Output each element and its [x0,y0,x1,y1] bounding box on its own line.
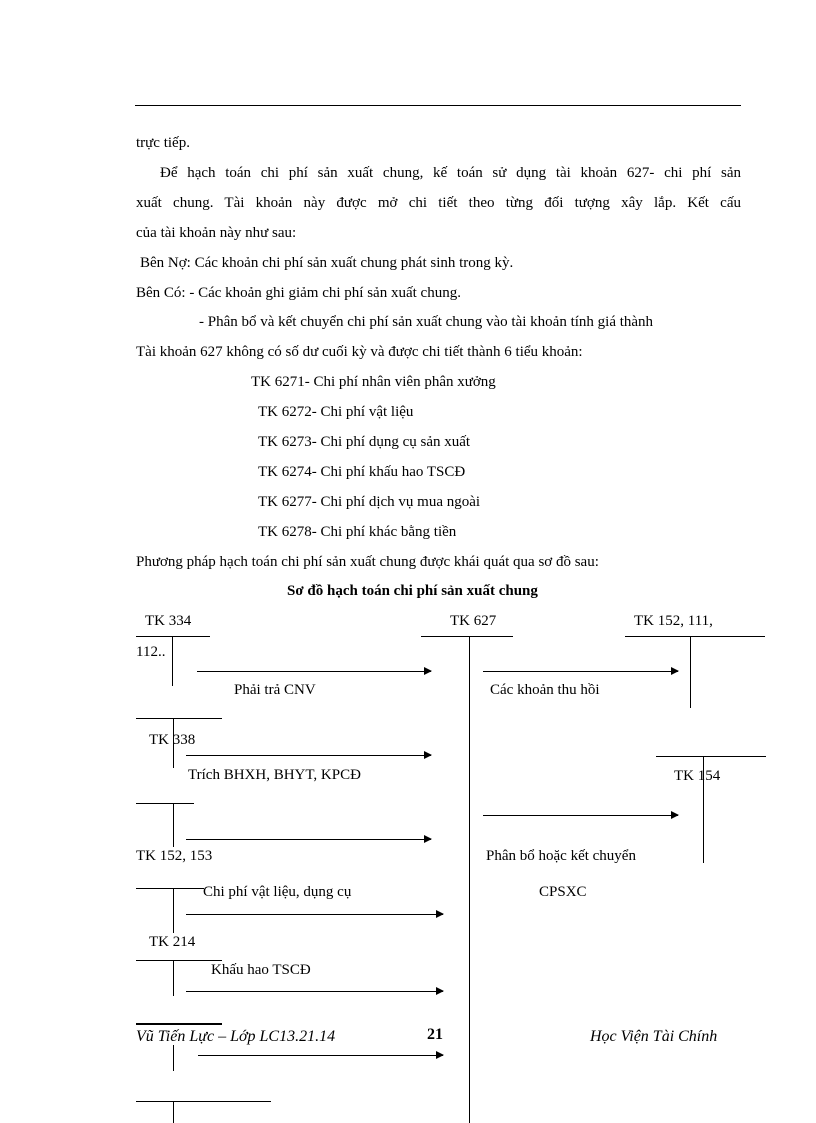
account-top-line [625,636,765,637]
page-number: 21 [427,1026,443,1043]
label-chi-phi-vat-lieu: Chi phí vật liệu, dụng cụ [203,884,352,900]
label-cpsxc: CPSXC [539,884,587,900]
subaccount-item: TK 6277- Chi phí dịch vụ mua ngoài [258,494,481,510]
ben-no-line: Bên Nợ: Các khoản chi phí sản xuất chung phát sinh trong kỳ. [140,255,514,271]
account-top-line [136,803,194,804]
footer-author: Vũ Tiến Lực – Lớp LC13.21.14 [136,1028,336,1045]
arrow-tk334-to-tk627 [197,671,431,672]
account-label-tk338: TK 338 [149,732,196,748]
subaccount-item: TK 6274- Chi phí khấu hao TSCĐ [258,464,466,480]
diagram-title: Sơ đồ hạch toán chi phí sản xuất chung [287,583,538,599]
footer-rule [136,1023,222,1025]
arrow-tk214-to-tk627 [186,991,443,992]
account-stem [172,636,173,686]
account-label-tk152-111: TK 152, 111, [634,613,713,629]
subaccount-item: TK 6273- Chi phí dụng cụ sản xuất [258,434,471,450]
ben-co-line: Bên Có: - Các khoản ghi giảm chi phí sản xuất chung. [136,285,461,301]
account-top-line [136,636,210,637]
arrow-vat-lieu-to-tk627 [186,914,443,915]
account-label-tk154: TK 154 [674,768,721,784]
paragraph-continuation: trực tiếp. [136,135,190,151]
subaccount-item: TK 6278- Chi phí khác bằng tiền [258,524,457,540]
account-label-tk334: TK 334 [145,613,192,629]
account-label-tk214: TK 214 [149,934,196,950]
subaccount-item: TK 6272- Chi phí vật liệu [258,404,414,420]
account-stem [173,803,174,847]
account-top-line [136,1101,271,1102]
account-stem [173,888,174,933]
arrow-tk627-to-tk152 [483,671,678,672]
arrow-continued [198,1055,443,1056]
account-stem [173,1045,174,1071]
paragraph-line: xuất chung. Tài khoản này được mở chi tiết theo từng đối tượng xây lắp. Kết cấu [136,195,741,211]
paragraph-line: Để hạch toán chi phí sản xuất chung, kế toán sử dụng tài khoản 627- chi phí sản [160,165,741,181]
arrow-tk152-153-to-tk627 [186,839,431,840]
label-phan-bo-ket-chuyen: Phân bổ hoặc kết chuyển [486,848,636,864]
account-top-line [656,756,766,757]
account-stem [690,636,691,708]
arrow-tk627-to-tk154 [483,815,678,816]
footer-school: Học Viện Tài Chính [590,1028,718,1045]
account-top-line [421,636,513,637]
label-phai-tra-cnv: Phải trả CNV [234,682,316,698]
label-cac-khoan-thu-hoi: Các khoản thu hồi [490,682,600,698]
paragraph-line: của tài khoản này như sau: [136,225,297,241]
method-line: Phương pháp hạch toán chi phí sản xuất chung được khái quát qua sơ đồ sau: [136,554,599,570]
account-top-line [136,888,204,889]
subaccount-item: TK 6271- Chi phí nhân viên phân xưởng [251,374,496,390]
account-stem [173,960,174,996]
arrow-tk338-to-tk627 [186,755,431,756]
account-label-112: 112.. [136,644,166,660]
account-top-line [136,718,222,719]
account-stem [173,1101,174,1123]
header-rule [135,105,741,106]
account-label-tk152-153: TK 152, 153 [136,848,213,864]
label-trich-bhxh: Trích BHXH, BHYT, KPCĐ [188,767,361,783]
account-top-line [136,960,222,961]
label-khau-hao-tscd: Khấu hao TSCĐ [211,962,311,978]
phan-bo-line: - Phân bổ và kết chuyển chi phí sản xuất chung vào tài khoản tính giá thành [199,314,654,330]
tk627-note: Tài khoản 627 không có số dư cuối kỳ và được chi tiết thành 6 tiểu khoản: [136,344,583,360]
account-label-tk627: TK 627 [450,613,497,629]
account-stem-tk627 [469,636,470,1123]
